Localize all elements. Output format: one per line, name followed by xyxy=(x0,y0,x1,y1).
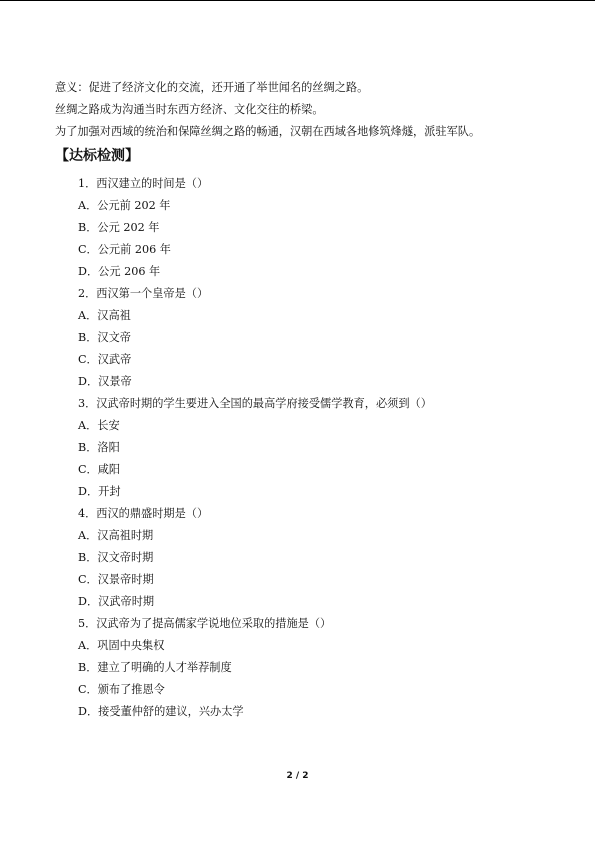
question-stem: 2．西汉第一个皇帝是（） xyxy=(78,287,209,300)
question-5 xyxy=(0,613,595,723)
question-stem: 5．汉武帝为了提高儒家学说地位采取的措施是（） xyxy=(78,617,332,630)
question-stem: 3．汉武帝时期的学生要进入全国的最高学府接受儒学教育，必须到（） xyxy=(78,397,432,410)
page-number: 2 / 2 xyxy=(286,771,309,781)
option-a: A．汉高祖 xyxy=(78,309,131,322)
option-a: A．公元前 202 年 xyxy=(78,199,171,212)
option-b: B．公元 202 年 xyxy=(78,221,160,234)
option-a: A．巩固中央集权 xyxy=(78,639,165,652)
option-b: B．建立了明确的人才举荐制度 xyxy=(78,661,232,674)
option-a: A．长安 xyxy=(78,419,120,432)
option-c: C．颁布了推恩令 xyxy=(78,683,165,696)
option-d: D．汉武帝时期 xyxy=(78,595,155,608)
intro-line: 丝绸之路成为沟通当时东西方经济、文化交往的桥梁。 xyxy=(55,103,324,116)
intro-paragraphs xyxy=(55,77,575,143)
question-1 xyxy=(0,173,595,283)
question-4 xyxy=(0,503,595,613)
option-d: D．汉景帝 xyxy=(78,375,132,388)
option-c: C．汉武帝 xyxy=(78,353,132,366)
option-c: C．公元前 206 年 xyxy=(78,243,171,256)
question-2 xyxy=(0,283,595,393)
option-d: D．开封 xyxy=(78,485,121,498)
option-d: D．公元 206 年 xyxy=(78,265,161,278)
intro-line: 为了加强对西域的统治和保障丝绸之路的畅通，汉朝在西域各地修筑烽燧，派驻军队。 xyxy=(55,125,481,138)
question-list xyxy=(0,173,595,723)
option-c: C．汉景帝时期 xyxy=(78,573,154,586)
option-b: B．洛阳 xyxy=(78,441,120,454)
option-b: B．汉文帝时期 xyxy=(78,551,154,564)
question-stem: 4．西汉的鼎盛时期是（） xyxy=(78,507,209,520)
section-title: 【达标检测】 xyxy=(55,148,139,164)
option-b: B．汉文帝 xyxy=(78,331,131,344)
option-a: A．汉高祖时期 xyxy=(78,529,154,542)
question-3 xyxy=(0,393,595,503)
option-c: C．咸阳 xyxy=(78,463,121,476)
intro-line: 意义：促进了经济文化的交流，还开通了举世闻名的丝绸之路。 xyxy=(55,81,369,94)
question-stem: 1．西汉建立的时间是（） xyxy=(78,177,209,190)
option-d: D．接受董仲舒的建议，兴办太学 xyxy=(78,705,244,718)
page-top-rule xyxy=(0,0,595,1)
